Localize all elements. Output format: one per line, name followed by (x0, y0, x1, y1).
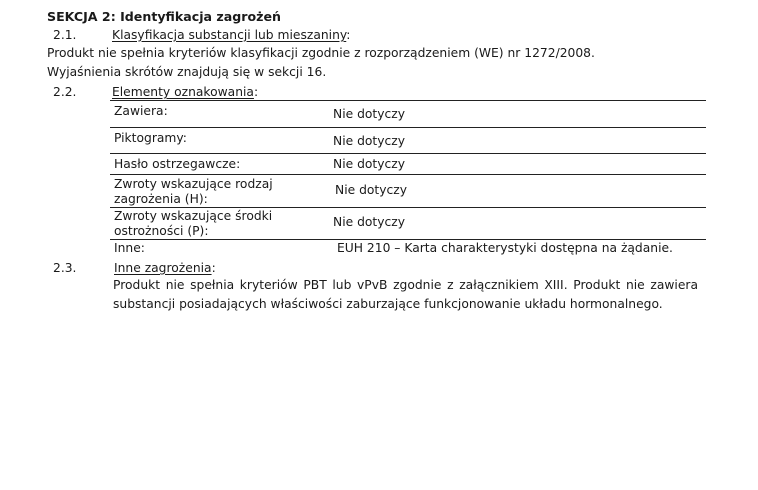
row-value-hazard-statements: Nie dotyczy (335, 183, 408, 197)
table-divider (110, 174, 706, 175)
row-value-signal-word: Nie dotyczy (333, 157, 406, 171)
subsection-number-2-1: 2.1. (53, 28, 77, 42)
row-label-hazard-statements: Zwroty wskazujące rodzaj zagrożenia (H): (114, 177, 273, 206)
subsection-heading-text: Klasyfikacja substancji lub mieszaniny (112, 28, 347, 42)
row-label-precautionary-statements: Zwroty wskazujące środki ostrożności (P): (114, 209, 273, 238)
abbreviations-note: Wyjaśnienia skrótów znajdują się w sekcji 16. (47, 65, 327, 79)
subsection-heading-2-2 (112, 85, 258, 99)
row-label-signal-word: Hasło ostrzegawcze: (114, 157, 241, 171)
table-divider (110, 127, 706, 128)
row-label-contains: Zawiera: (114, 104, 168, 118)
section-title: SEKCJA 2: Identyfikacja zagrożeń (47, 9, 281, 24)
subsection-heading-text: Elementy oznakowania (112, 85, 254, 99)
subsection-number-2-2: 2.2. (53, 85, 77, 99)
row-label-pictograms: Piktogramy: (114, 131, 187, 145)
subsection-heading-text: Inne zagrożenia (114, 261, 212, 275)
heading-colon: : (253, 85, 259, 99)
subsection-number-2-3: 2.3. (53, 261, 77, 275)
other-hazards-text: Produkt nie spełnia kryteriów PBT lub vPvB zgodnie z załącznikiem XIII. Produkt nie zawiera substancji posiadających właściwości zaburzające funkcjonowanie układu hormonalnego. (113, 278, 698, 311)
subsection-heading-2-1 (112, 28, 350, 42)
row-label-other: Inne: (114, 241, 145, 255)
table-divider (110, 100, 706, 101)
table-divider (110, 153, 706, 154)
table-divider (110, 239, 706, 240)
table-divider (110, 207, 706, 208)
row-value-precautionary-statements: Nie dotyczy (333, 215, 406, 229)
row-value-other: EUH 210 – Karta charakterystyki dostępna na żądanie. (337, 241, 673, 255)
subsection-heading-2-3 (114, 261, 216, 275)
heading-colon: : (346, 28, 351, 42)
row-value-pictograms: Nie dotyczy (333, 134, 406, 148)
classification-text: Produkt nie spełnia kryteriów klasyfikacji zgodnie z rozporządzeniem (WE) nr 1272/2008. (47, 46, 595, 60)
heading-colon: : (211, 261, 216, 275)
row-value-contains: Nie dotyczy (333, 107, 406, 121)
